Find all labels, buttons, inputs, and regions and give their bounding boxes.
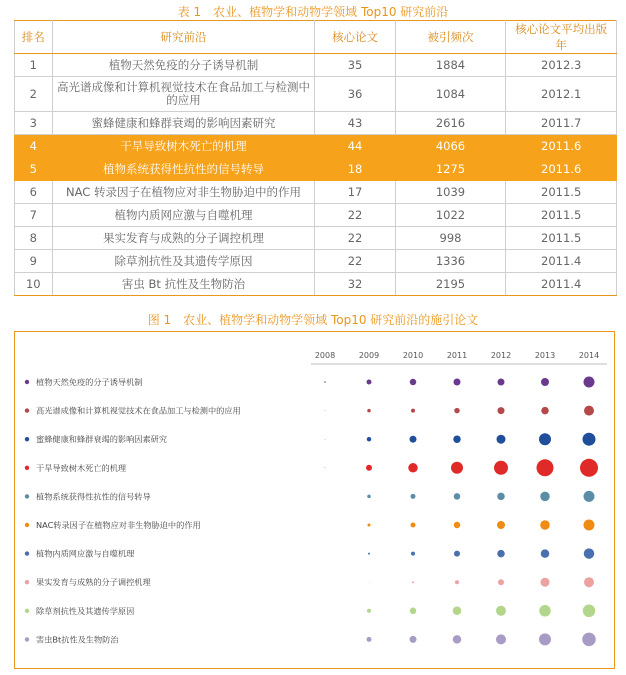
bubble-point — [410, 379, 417, 386]
bubble-point — [454, 551, 460, 557]
series-label: 果实发育与成熟的分子调控机理 — [36, 577, 151, 588]
bubble-point — [497, 435, 506, 444]
table-row-highlighted — [15, 158, 617, 181]
cell-rank: 10 — [15, 273, 53, 296]
table-row — [15, 54, 617, 77]
cell-year: 2012.3 — [506, 54, 617, 77]
table-row — [15, 77, 617, 112]
bubble-point — [411, 494, 416, 499]
bubble-point — [410, 436, 417, 443]
legend-marker — [25, 437, 29, 441]
bubble-point — [497, 521, 505, 529]
bubble-point — [454, 379, 461, 386]
cell-cites: 2616 — [395, 112, 506, 135]
series-label: 干旱导致树木死亡的机理 — [36, 462, 127, 473]
cell-cites: 998 — [395, 227, 506, 250]
cell-topic: 高光谱成像和计算机视觉技术在食品加工与检测中的应用 — [52, 77, 315, 112]
header-mean-year: 核心论文平均出版年 — [506, 21, 617, 54]
cell-core: 22 — [315, 204, 395, 227]
bubble-point — [498, 379, 505, 386]
research-fronts-table — [14, 20, 617, 296]
bubble-point — [584, 548, 595, 559]
bubble-point — [325, 439, 326, 440]
cell-year: 2011.4 — [506, 250, 617, 273]
bubble-point — [496, 634, 506, 644]
bubble-point — [411, 523, 416, 528]
legend-marker — [25, 523, 29, 527]
table-row — [15, 112, 617, 135]
legend-marker — [25, 494, 29, 498]
bubble-point — [325, 611, 326, 612]
bubble-point — [411, 409, 415, 413]
cell-topic: 果实发育与成熟的分子调控机理 — [52, 227, 315, 250]
bubble-point — [367, 637, 372, 642]
figure-caption: 图 1 农业、植物学和动物学领域 Top10 研究前沿的施引论文 — [147, 313, 479, 327]
table-row — [15, 227, 617, 250]
cell-cites: 1884 — [395, 54, 506, 77]
series-label: 害虫Bt抗性及生物防治 — [36, 634, 119, 645]
cell-topic: 植物天然免疫的分子诱导机制 — [52, 54, 315, 77]
bubble-point — [410, 636, 417, 643]
table-row — [15, 181, 617, 204]
cell-cites: 1039 — [395, 181, 506, 204]
bubble-point — [540, 492, 550, 502]
header-citations: 被引频次 — [395, 21, 506, 54]
bubble-point — [368, 553, 370, 555]
legend-marker — [25, 466, 29, 470]
year-label: 2010 — [402, 351, 424, 360]
cell-topic: NAC 转录因子在植物应对非生物胁迫中的作用 — [52, 181, 315, 204]
bubble-point — [367, 380, 372, 385]
bubble-point — [539, 433, 551, 445]
bubble-point — [540, 520, 550, 530]
cell-core: 43 — [315, 112, 395, 135]
year-label: 2011 — [446, 351, 468, 360]
legend-marker — [25, 380, 29, 384]
bubble-point — [453, 607, 462, 616]
bubble-point — [584, 520, 595, 531]
bubble-point — [367, 609, 371, 613]
header-core-papers: 核心论文 — [315, 21, 395, 54]
cell-rank: 7 — [15, 204, 53, 227]
legend-marker — [25, 637, 29, 641]
series-label: 蜜蜂健康和蜂群衰竭的影响因素研究 — [36, 434, 168, 445]
legend-marker — [25, 580, 29, 584]
table-row — [15, 250, 617, 273]
cell-rank: 1 — [15, 54, 53, 77]
table-header-row — [15, 21, 617, 54]
bubble-point — [367, 437, 372, 442]
cell-year: 2012.1 — [506, 77, 617, 112]
bubble-point — [498, 579, 504, 585]
bubble-point — [410, 608, 417, 615]
bubble-point — [454, 493, 461, 500]
bubble-point — [325, 410, 326, 411]
bubble-point — [324, 381, 326, 383]
cell-year: 2011.4 — [506, 273, 617, 296]
bubble-point — [411, 552, 415, 556]
table-row — [15, 204, 617, 227]
cell-topic: 干旱导致树木死亡的机理 — [52, 135, 315, 158]
cell-cites: 1275 — [395, 158, 506, 181]
year-label: 2014 — [578, 351, 600, 360]
bubble-point — [582, 633, 596, 647]
bubble-point — [325, 467, 326, 468]
series-label: 高光谱成像和计算机视觉技术在食品加工与检测中的应用 — [36, 405, 241, 416]
bubble-point — [455, 580, 459, 584]
cell-core: 35 — [315, 54, 395, 77]
header-rank: 排名 — [15, 21, 53, 54]
header-topic: 研究前沿 — [52, 21, 315, 54]
cell-rank: 5 — [15, 158, 53, 181]
legend-marker — [25, 408, 29, 412]
bubble-point — [541, 378, 549, 386]
year-label: 2013 — [534, 351, 556, 360]
cell-core: 17 — [315, 181, 395, 204]
cell-topic: 植物系统获得性抗性的信号转导 — [52, 158, 315, 181]
bubble-point — [454, 522, 461, 529]
cell-topic: 害虫 Bt 抗性及生物防治 — [52, 273, 315, 296]
cell-rank: 6 — [15, 181, 53, 204]
bubble-point — [584, 377, 595, 388]
figure-frame — [14, 331, 615, 669]
bubble-point — [367, 495, 371, 499]
cell-topic: 蜜蜂健康和蜂群衰竭的影响因素研究 — [52, 112, 315, 135]
cell-year: 2011.5 — [506, 204, 617, 227]
bubble-point — [584, 577, 594, 587]
bubble-point — [496, 606, 506, 616]
bubble-point — [453, 435, 461, 443]
series-label: 植物系统获得性抗性的信号转导 — [36, 491, 151, 502]
bubble-point — [584, 491, 595, 502]
table-caption: 表 1 农业、植物学和动物学领域 Top10 研究前沿 — [177, 5, 449, 19]
cell-year: 2011.5 — [506, 181, 617, 204]
bubble-point — [541, 549, 550, 558]
year-label: 2008 — [314, 351, 336, 360]
bubble-point — [453, 635, 462, 644]
bubble-point — [368, 524, 371, 527]
table-row-highlighted — [15, 135, 617, 158]
legend-marker — [25, 609, 29, 613]
bubble-point — [367, 409, 371, 413]
bubble-point — [494, 461, 508, 475]
cell-year: 2011.6 — [506, 158, 617, 181]
cell-rank: 4 — [15, 135, 53, 158]
cell-year: 2011.5 — [506, 227, 617, 250]
bubble-point — [537, 459, 554, 476]
cell-core: 44 — [315, 135, 395, 158]
year-label: 2009 — [358, 351, 380, 360]
cell-core: 22 — [315, 250, 395, 273]
bubble-point — [541, 407, 549, 415]
series-label: 除草剂抗性及其遗传学原因 — [36, 605, 135, 616]
bubble-point — [497, 493, 505, 501]
year-label: 2012 — [490, 351, 512, 360]
bubble-point — [539, 605, 551, 617]
bubble-point — [580, 459, 598, 477]
cell-cites: 1336 — [395, 250, 506, 273]
cell-core: 36 — [315, 77, 395, 112]
series-label: 植物天然免疫的分子诱导机制 — [36, 377, 143, 387]
bubble-point — [583, 605, 596, 618]
bubble-point — [497, 550, 505, 558]
cell-year: 2011.6 — [506, 135, 617, 158]
bubble-point — [498, 407, 505, 414]
table-row — [15, 273, 617, 296]
cell-core: 18 — [315, 158, 395, 181]
cell-topic: 除草剂抗性及其遗传学原因 — [52, 250, 315, 273]
cell-core: 22 — [315, 227, 395, 250]
legend-marker — [25, 551, 29, 555]
cell-cites: 1022 — [395, 204, 506, 227]
cell-year: 2011.7 — [506, 112, 617, 135]
bubble-chart — [15, 332, 613, 667]
bubble-point — [412, 581, 414, 583]
bubble-point — [451, 462, 463, 474]
bubble-point — [408, 463, 418, 473]
bubble-point — [539, 633, 551, 645]
series-label: 植物内质网应激与自噬机理 — [36, 548, 135, 559]
cell-cites: 1084 — [395, 77, 506, 112]
cell-rank: 8 — [15, 227, 53, 250]
bubble-point — [454, 408, 460, 414]
bubble-point — [583, 433, 596, 446]
bubble-point — [369, 582, 370, 583]
bubble-point — [584, 406, 594, 416]
cell-topic: 植物内质网应激与自噬机理 — [52, 204, 315, 227]
cell-rank: 9 — [15, 250, 53, 273]
cell-rank: 3 — [15, 112, 53, 135]
bubble-point — [366, 465, 372, 471]
series-label: NAC转录因子在植物应对非生物胁迫中的作用 — [36, 520, 201, 530]
cell-core: 32 — [315, 273, 395, 296]
bubble-point — [541, 578, 550, 587]
cell-cites: 4066 — [395, 135, 506, 158]
cell-rank: 2 — [15, 77, 53, 112]
cell-cites: 2195 — [395, 273, 506, 296]
